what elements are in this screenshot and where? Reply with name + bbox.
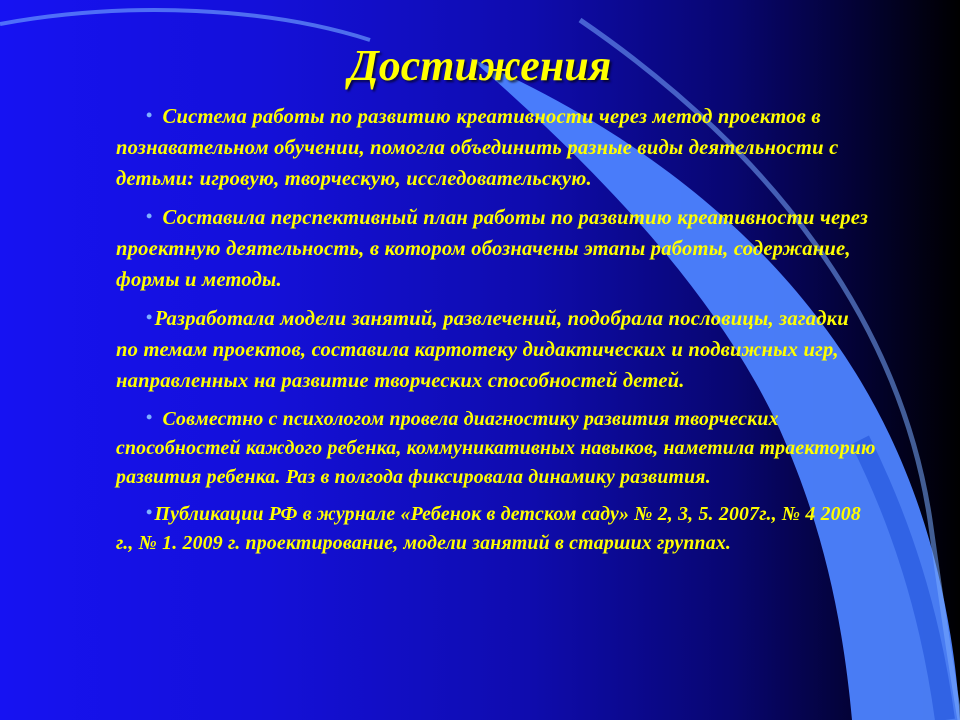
achievements-list	[116, 102, 876, 558]
bullet-icon: •	[146, 307, 153, 327]
left-top-arc	[0, 10, 370, 40]
achievement-item-text: Система работы по развитию креативности через метод проектов в познавательном обучении, помогла объединить разные виды деятельности с детьми: игровую, творческую, исследовательскую.	[116, 106, 839, 190]
bullet-icon: •	[146, 502, 153, 522]
achievement-item-text: Публикации РФ в журнале «Ребенок в детском саду» № 2, 3, 5. 2007г., № 4 2008 г., № 1. 2009 г. проектирование, модели занятий в старших группах.	[116, 503, 861, 554]
achievement-item-2	[116, 203, 876, 296]
slide-title: Достижения	[348, 41, 612, 90]
bullet-icon: •	[146, 407, 153, 427]
achievement-item-text: Составила перспективный план работы по развитию креативности через проектную деятельность, в котором обозначены этапы работы, содержание, формы и методы.	[116, 207, 869, 291]
bullet-icon: •	[146, 105, 153, 125]
achievement-item-3	[116, 304, 876, 397]
achievement-item-text: Разработала модели занятий, развлечений, подобрала пословицы, загадки по темам проектов, составила картотеку дидактических и подвижных игр, направленных на развитие творческих способностей детей.	[116, 308, 849, 392]
bullet-icon: •	[146, 206, 153, 226]
achievement-item-4	[116, 405, 876, 492]
achievement-item-1	[116, 102, 876, 195]
achievement-item-5	[116, 500, 876, 558]
achievement-item-text: Совместно с психологом провела диагностику развития творческих способностей каждого ребенка, коммуникативных навыков, наметила траекторию развития ребенка. Раз в полгода фиксировала динамику развития.	[116, 408, 876, 488]
